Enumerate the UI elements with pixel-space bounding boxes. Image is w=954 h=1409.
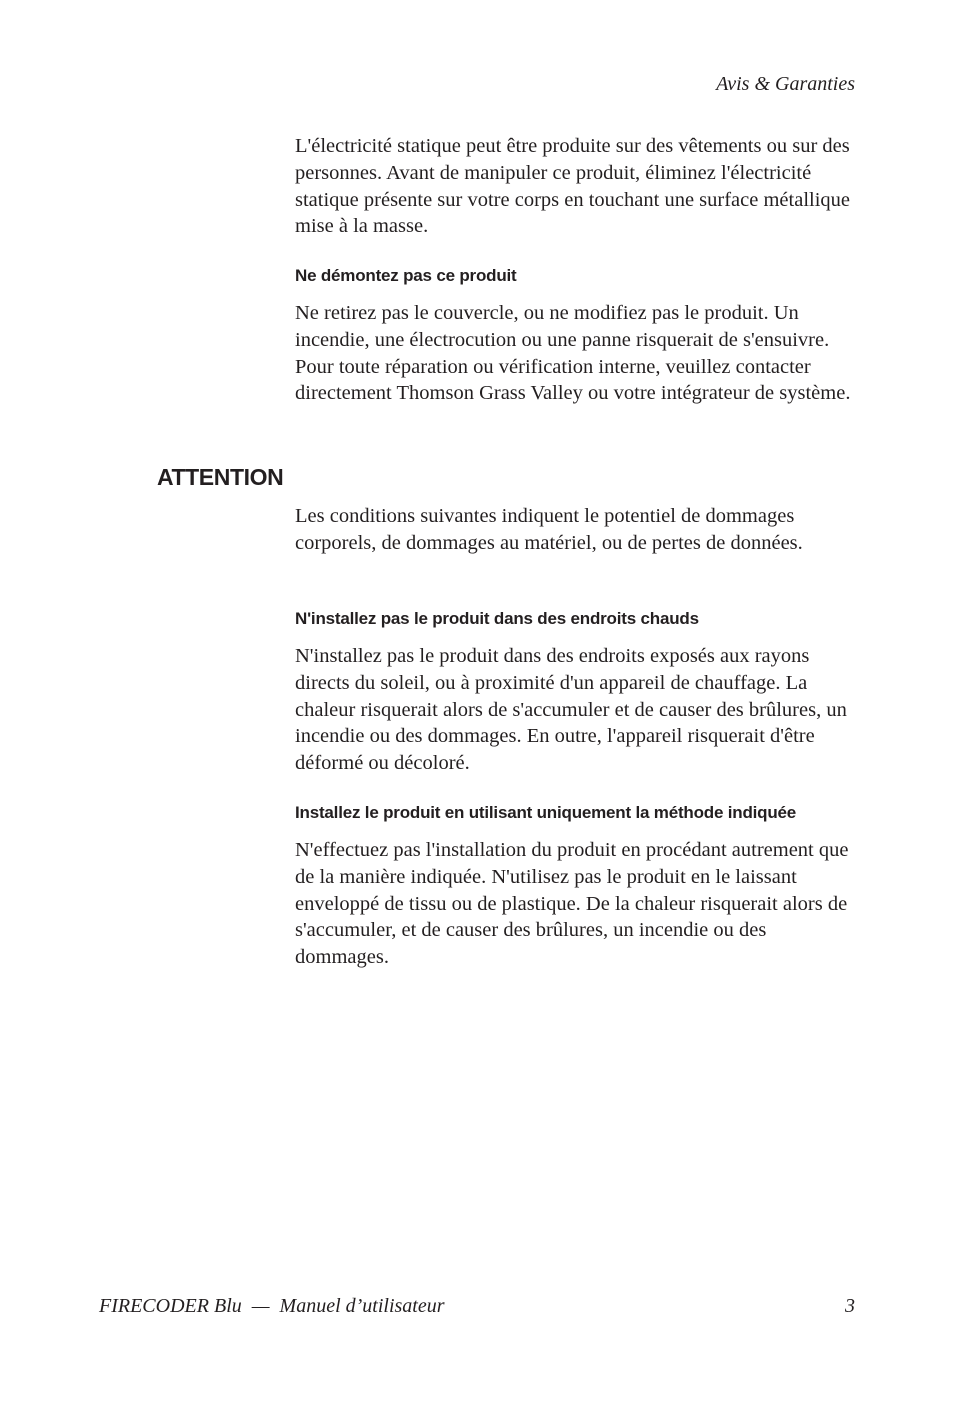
footer-document-title: FIRECODER Blu — Manuel d’utilisateur bbox=[99, 1295, 445, 1317]
section-intro-attention: Les conditions suivantes indiquent le potentiel de dommages corporels, de dommages au matériel, ou de pertes de données. bbox=[295, 505, 803, 554]
running-header: Avis & Garanties bbox=[716, 73, 855, 95]
intro-paragraph: L'électricité statique peut être produite sur des vêtements ou sur des personnes. Avant de manipuler ce produit, éliminez l'électricité statique présente sur votre corps en touchant une surface métallique mise à la masse. bbox=[295, 135, 851, 238]
subsection-heading-hot-places: N'installez pas le produit dans des endroits chauds bbox=[295, 609, 699, 628]
subsection-body-disassembly: Ne retirez pas le couvercle, ou ne modifiez pas le produit. Un incendie, une électrocution ou une panne risquerait de s'ensuivre. Pour toute réparation ou vérification interne, veuillez contacter directement Thomson Grass Valley ou votre intégrateur de système. bbox=[295, 302, 851, 405]
subsection-body-installation-method: N'effectuez pas l'installation du produit en procédant autrement que de la manière indiquée. N'utilisez pas le produit en le laissant enveloppé de tissu ou de plastique. De la chaleur risquerait alors de s'accumuler, et de causer des brûlures, un incendie ou des dommages. bbox=[295, 839, 849, 969]
subsection-heading-disassembly: Ne démontez pas ce produit bbox=[295, 266, 517, 285]
subsection-heading-installation-method: Installez le produit en utilisant uniquement la méthode indiquée bbox=[295, 803, 797, 822]
subsection-body-hot-places: N'installez pas le produit dans des endroits exposés aux rayons directs du soleil, ou à proximité d'un appareil de chauffage. La chaleur risquerait alors de s'accumuler et de causer des brûlures, un incendie ou des dommages. En outre, l'appareil risquerait d'être déformé ou décoloré. bbox=[295, 645, 847, 775]
section-heading-attention: ATTENTION bbox=[157, 464, 284, 490]
footer-page-number: 3 bbox=[845, 1295, 855, 1317]
